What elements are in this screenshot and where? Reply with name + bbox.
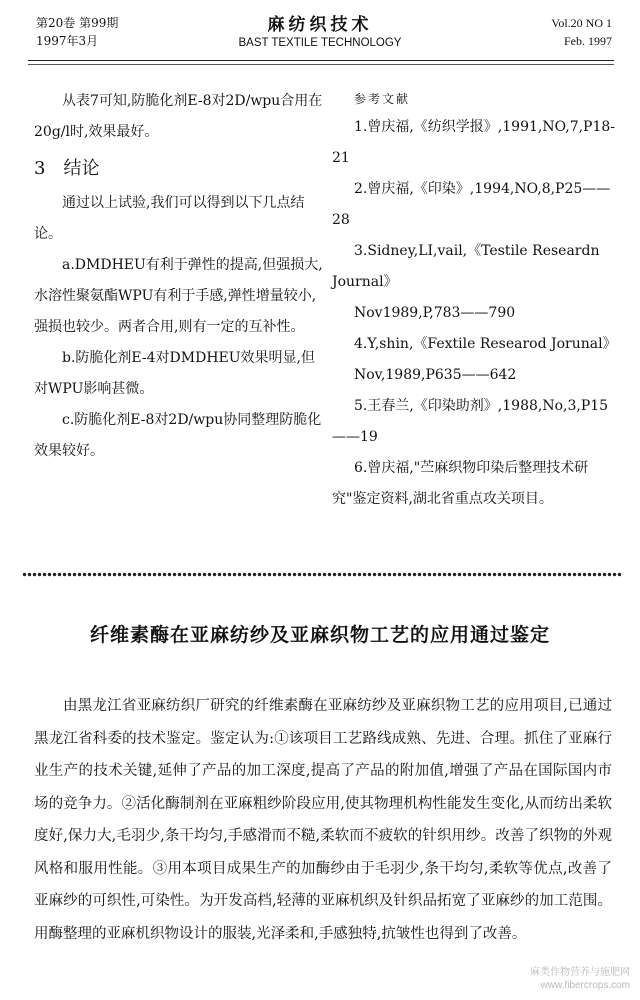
- reference-item: 5.王春兰,《印染助剂》,1988,No,3,P15——19: [332, 398, 609, 445]
- watermark: [530, 966, 630, 992]
- journal-title-cn: 麻纺织技术: [267, 15, 373, 35]
- watermark-url: www.fibercrops.com: [540, 980, 630, 991]
- conclusion-paragraph: c.防脆化剂E-8对2D/wpu协同整理防脆化效果较好。: [34, 412, 322, 459]
- section-number: 3: [34, 158, 46, 179]
- article-body: 由黑龙江省亚麻纺织厂研究的纤维素酶在亚麻纺纱及亚麻织物工艺的应用项目,已通过黑龙江省科委的技术鉴定。鉴定认为:①该项目工艺路线成熟、先进、合理。抓住了亚麻行业生产的技术关键,延伸了产品的加工深度,提高了产品的附加值,增强了产品在国际国内市场的竞争力。②活化酶制剂在亚麻粗纱阶段应用,使其物理机构性能发生变化,从而纺出柔软度好,保力大,毛羽少,条干均匀,手感滑而不糙,柔软而不疲软的针织用纱。改善了织物的外观风格和服用性能。③用本项目成果生产的加酶纱由于毛羽少,条干均匀,柔软等优点,改善了亚麻纱的可织性,可染性。为开发高档,轻薄的亚麻机织及针织品拓宽了亚麻纱的加工范围。用酶整理的亚麻机织物设计的服装,光泽柔和,手感独特,抗皱性也得到了改善。: [34, 698, 612, 942]
- header-rule-thin: [28, 64, 614, 65]
- journal-title-en: BAST TEXTILE TECHNOLOGY: [238, 37, 402, 49]
- reference-item: Nov1989,P,783——790: [354, 305, 516, 321]
- issue-info-en: [551, 14, 612, 50]
- section-heading: [34, 154, 324, 184]
- issue-date: 1997年3月: [36, 34, 99, 48]
- references-title: 参考文献: [354, 92, 411, 106]
- left-column: [34, 86, 324, 467]
- dotted-separator: [22, 572, 622, 582]
- references-column: [332, 86, 616, 515]
- intro-paragraph: 从表7可知,防脆化剂E-8对2D/wpu合用在20g/l时,效果最好。: [34, 93, 323, 140]
- article-title: 纤维素酶在亚麻纺纱及亚麻织物工艺的应用通过鉴定: [89, 624, 550, 646]
- reference-item: 2.曾庆福,《印染》,1994,NO,8,P25——28: [332, 181, 611, 228]
- reference-item: 4.Y,shin,《Fextile Researod Jorunal》: [354, 336, 617, 352]
- watermark-site-name: 麻类作物营养与施肥网: [530, 967, 630, 978]
- header-rule: [28, 60, 614, 61]
- issue-date-en: Feb. 1997: [564, 34, 612, 48]
- conclusion-paragraph: b.防脆化剂E-4对DMDHEU效果明显,但对WPU影响甚微。: [34, 350, 315, 397]
- reference-item: 3.Sidney,LI,vail,《Testile Researdn Journal》: [332, 243, 600, 290]
- reference-item: 1.曾庆福,《纺织学报》,1991,NO,7,P18-21: [332, 119, 616, 166]
- volume-number-en: Vol.20 NO 1: [551, 16, 612, 30]
- reference-item: Nov,1989,P635——642: [354, 367, 517, 383]
- conclusion-paragraph: a.DMDHEU有利于弹性的提高,但强损大,水溶性聚氨酯WPU有利于手感,弹性增量较小,强损也较少。两者合用,则有一定的互补性。: [34, 257, 323, 335]
- volume-issue: 第20卷 第99期: [36, 16, 119, 30]
- conclusion-paragraph: 通过以上试验,我们可以得到以下几点结论。: [34, 195, 305, 242]
- section-title: 结论: [63, 158, 100, 179]
- journal-title: [0, 10, 640, 49]
- reference-item: 6.曾庆福,"苎麻织物印染后整理技术研究"鉴定资料,湖北省重点攻关项目。: [332, 460, 589, 507]
